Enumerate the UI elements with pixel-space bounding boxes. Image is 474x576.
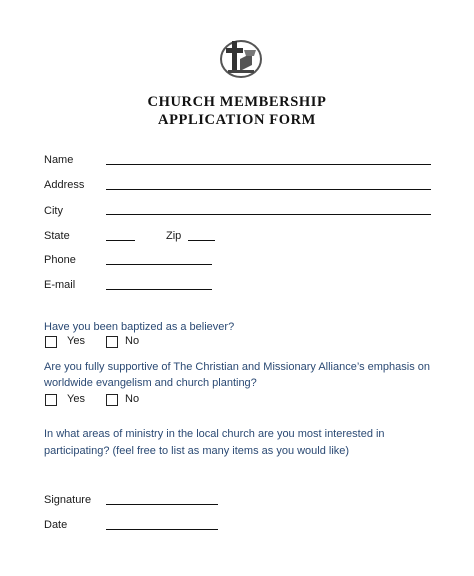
zip-label: Zip xyxy=(166,230,182,242)
baptized-yes-checkbox[interactable] xyxy=(45,336,57,348)
date-label: Date xyxy=(44,519,68,531)
baptized-question: Have you been baptized as a believer? xyxy=(44,321,235,333)
church-cross-logo-icon xyxy=(218,37,264,79)
supportive-no-checkbox[interactable] xyxy=(106,394,118,406)
city-label: City xyxy=(44,205,63,217)
zip-field[interactable] xyxy=(188,240,215,241)
city-field[interactable] xyxy=(106,214,431,215)
phone-label: Phone xyxy=(44,254,76,266)
supportive-yes-label: Yes xyxy=(67,393,85,405)
address-label: Address xyxy=(44,179,85,191)
name-label: Name xyxy=(44,154,74,166)
form-title-line-2: APPLICATION FORM xyxy=(158,112,316,128)
signature-label: Signature xyxy=(44,494,92,506)
email-field[interactable] xyxy=(106,289,212,290)
phone-field[interactable] xyxy=(106,264,212,265)
supportive-question-line-2: worldwide evangelism and church planting? xyxy=(44,377,257,389)
address-field[interactable] xyxy=(106,189,431,190)
ministry-question-line-2: participating? (feel free to list as many items as you would like) xyxy=(44,445,350,457)
baptized-no-label: No xyxy=(125,335,140,347)
baptized-yes-label: Yes xyxy=(67,335,85,347)
supportive-no-label: No xyxy=(125,393,140,405)
state-field[interactable] xyxy=(106,240,135,241)
state-label: State xyxy=(44,230,70,242)
name-field[interactable] xyxy=(106,164,431,165)
email-label: E-mail xyxy=(44,279,76,291)
ministry-question-line-1: In what areas of ministry in the local church are you most interested in xyxy=(44,428,385,440)
supportive-yes-checkbox[interactable] xyxy=(45,394,57,406)
signature-field[interactable] xyxy=(106,504,218,505)
supportive-question-line-1: Are you fully supportive of The Christian and Missionary Alliance’s emphasis on xyxy=(44,361,431,373)
baptized-no-checkbox[interactable] xyxy=(106,336,118,348)
date-field[interactable] xyxy=(106,529,218,530)
form-title-line-1: CHURCH MEMBERSHIP xyxy=(147,94,327,110)
